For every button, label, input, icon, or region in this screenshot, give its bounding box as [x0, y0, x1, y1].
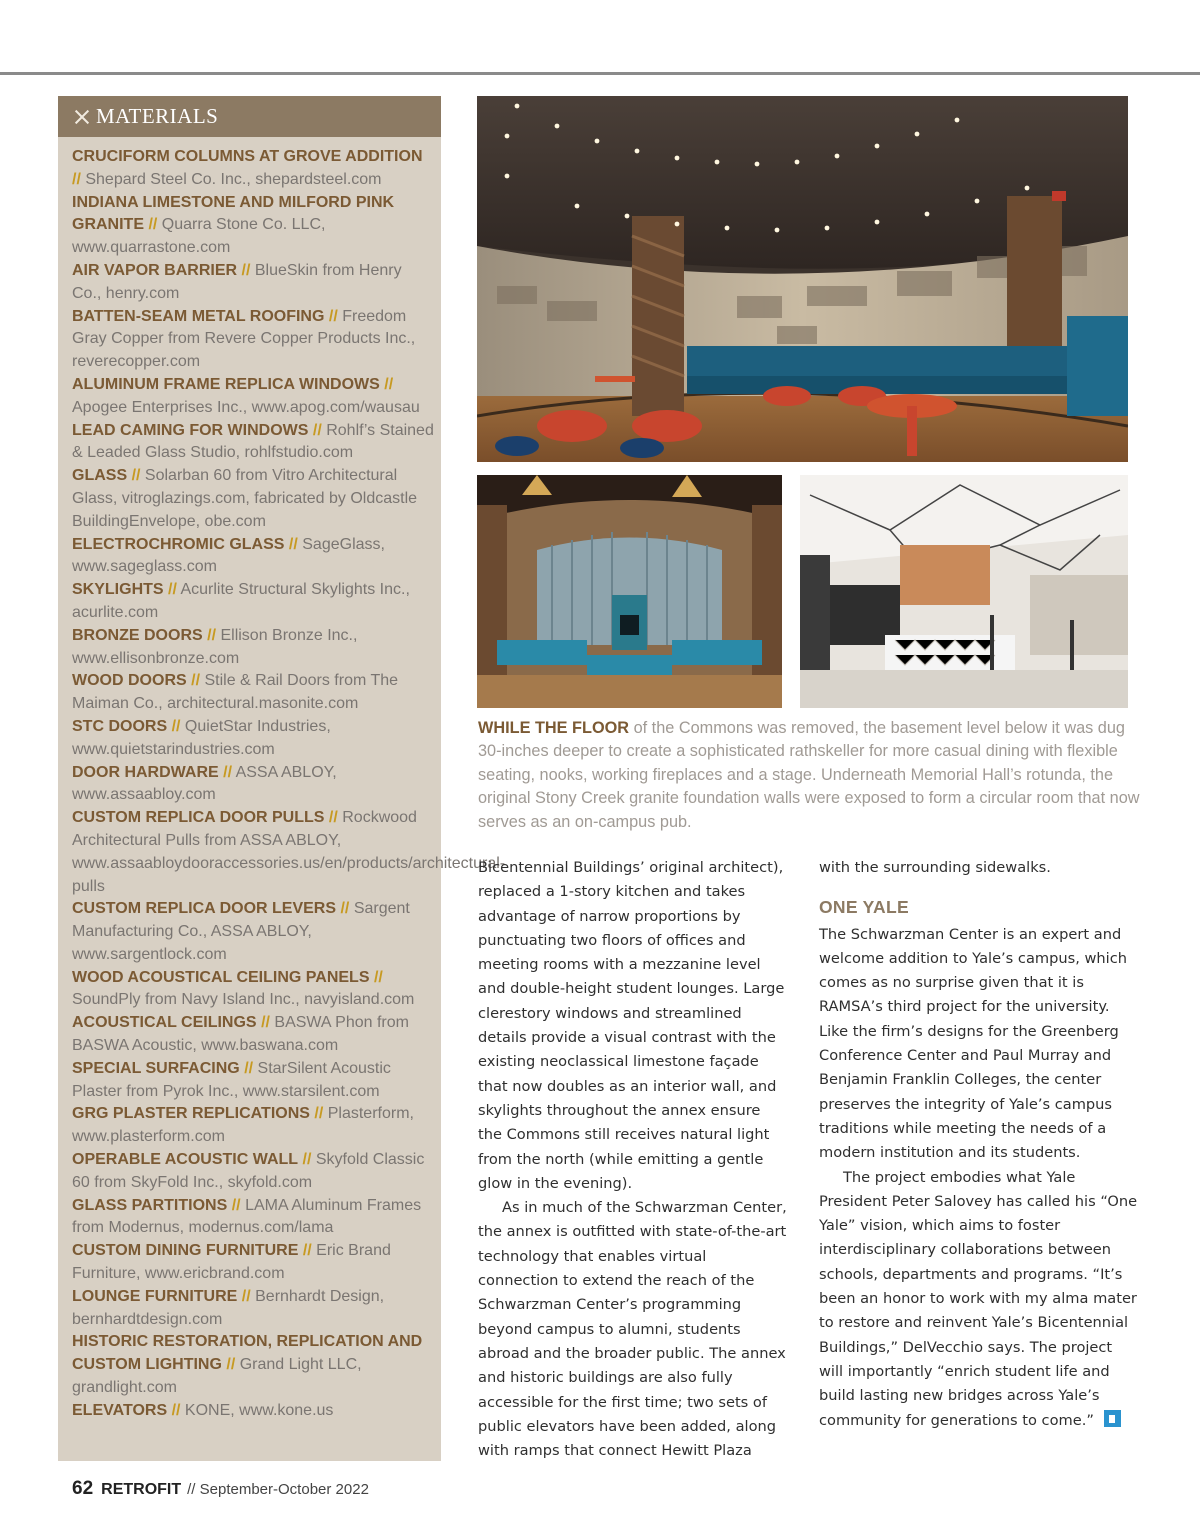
caption-lead: WHILE THE FLOOR [478, 719, 630, 737]
material-supplier: Acurlite Structural Skylights Inc., acurlite.com [72, 581, 410, 621]
material-separator: // [314, 1105, 324, 1123]
material-separator: // [241, 1287, 251, 1305]
material-entry [72, 1149, 435, 1195]
material-entry [72, 260, 435, 306]
material-name: ALUMINUM FRAME REPLICA WINDOWS [72, 375, 380, 393]
material-entry [72, 534, 435, 580]
page-number: 62 [72, 1478, 94, 1499]
material-entry [72, 1400, 435, 1423]
material-entry [72, 1286, 435, 1332]
material-separator: // [312, 421, 322, 439]
material-entry [72, 374, 435, 420]
material-name: BATTEN-SEAM METAL ROOFING [72, 307, 325, 325]
material-supplier: SageGlass, www.sageglass.com [72, 535, 385, 576]
material-entry [72, 898, 435, 966]
material-name: HISTORIC RESTORATION, REPLICATION AND CUSTOM LIGHTING [72, 1333, 423, 1374]
material-separator: // [72, 170, 81, 188]
material-entry [72, 1195, 435, 1241]
article-paragraph [819, 1166, 1139, 1433]
sidebar-header [58, 96, 441, 137]
material-separator: // [241, 261, 251, 279]
material-entry [72, 1331, 435, 1399]
material-separator: // [171, 717, 181, 735]
material-entry [72, 762, 435, 808]
material-supplier: Sargent Manufacturing Co., ASSA ABLOY, www.sargentlock.com [72, 900, 410, 963]
material-separator: // [302, 1151, 312, 1169]
material-separator: // [223, 763, 233, 781]
material-separator: // [168, 581, 177, 599]
material-separator: // [207, 626, 217, 644]
material-supplier: Quarra Stone Co. LLC, www.quarrastone.com [72, 216, 326, 257]
material-entry [72, 579, 435, 625]
material-separator: // [302, 1242, 312, 1260]
materials-sidebar [58, 96, 506, 1461]
material-entry [72, 670, 435, 716]
material-entry [72, 1240, 435, 1286]
material-name: LOUNGE FURNITURE [72, 1287, 238, 1305]
material-supplier: SoundPly from Navy Island Inc., navyisland.com [72, 991, 415, 1009]
material-separator: // [244, 1059, 254, 1077]
material-supplier: Bernhardt Design, bernhardtdesign.com [72, 1287, 385, 1328]
material-name: SKYLIGHTS [72, 581, 164, 599]
material-supplier: BlueSkin from Henry Co., henry.com [72, 261, 402, 302]
material-supplier: Rockwood Architectural Pulls from ASSA ABLOY, www.assaabloydooraccessories.us/en/products/architectural-pulls [72, 809, 506, 895]
material-name: CRUCIFORM COLUMNS AT GROVE ADDITION [72, 148, 423, 165]
material-supplier: Rohlf’s Stained & Leaded Glass Studio, rohlfstudio.com [72, 421, 434, 462]
article-column-1 [478, 856, 788, 1463]
material-entry [72, 1012, 435, 1058]
material-separator: // [226, 1356, 236, 1374]
pub-rotunda-photo [477, 96, 1128, 462]
article-column-2 [819, 856, 1139, 1433]
material-supplier: Stile & Rail Doors from The Maiman Co., architectural.masonite.com [72, 672, 399, 713]
material-entry [72, 716, 435, 762]
material-supplier: KONE, www.kone.us [184, 1401, 334, 1419]
material-name: GLASS [72, 467, 128, 485]
material-supplier: Grand Light LLC, grandlight.com [72, 1356, 362, 1397]
magazine-name: RETROFIT [101, 1481, 182, 1498]
material-supplier: Apogee Enterprises Inc., www.apog.com/wausau [72, 398, 420, 416]
material-supplier: Plasterform, www.plasterform.com [72, 1105, 414, 1146]
material-supplier: Freedom Gray Copper from Revere Copper Products Inc., reverecopper.com [72, 307, 416, 371]
material-name: CUSTOM REPLICA DOOR PULLS [72, 809, 325, 827]
material-entry [72, 465, 435, 533]
material-separator: // [288, 535, 298, 553]
issue-date: // September-October 2022 [187, 1481, 369, 1498]
material-name: OPERABLE ACOUSTIC WALL [72, 1151, 299, 1169]
material-supplier: Skyfold Classic 60 from SkyFold Inc., skyfold.com [72, 1151, 425, 1191]
material-name: LEAD CAMING FOR WINDOWS [72, 421, 309, 439]
material-entry [72, 1103, 435, 1149]
dining-servery-photo [800, 475, 1128, 708]
material-separator: // [384, 375, 394, 393]
material-separator: // [148, 216, 158, 234]
article-paragraph: Bicentennial Buildings’ original architect), replaced a 1-story kitchen and takes advantage of narrow proportions by punctuating two floors of offices and meeting rooms with a mezzanine level and double-height student lounges. Large clerestory windows and streamlined details provide a visual contrast with the existing neoclassical limestone façade that now doubles as an interior wall, and skylights throughout the annex ensure the Commons still receives natural light from the north (while emitting a gentle glow in the evening). [478, 859, 785, 1192]
material-entry [72, 807, 506, 898]
material-entry [72, 625, 435, 671]
material-supplier: Ellison Bronze Inc., www.ellisonbronze.com [72, 626, 358, 667]
caption-text: of the Commons was removed, the basement level below it was dug 30-inches deeper to create a sophisticated rathskeller for more casual dining with flexible seating, nooks, working fireplaces and a stage. Underneath Memorial Hall’s rotunda, the original Stony Creek granite foundation walls were exposed to form a circular room that now serves as an on-campus pub. [478, 719, 1140, 831]
material-name: ELEVATORS [72, 1401, 168, 1419]
article-paragraph: The Schwarzman Center is an expert and welcome addition to Yale’s campus, which comes as no surprise given that it is RAMSA’s third project for the university. Like the firm’s designs for the Greenberg Conference Center and Paul Murray and Benjamin Franklin Colleges, the center preserves the integrity of Yale’s campus traditions while meeting the needs of a modern institution and its students. [819, 925, 1128, 1162]
material-supplier: Shepard Steel Co. Inc., shepardsteel.com [85, 170, 382, 188]
material-separator: // [231, 1196, 241, 1214]
material-entry [72, 420, 435, 466]
sidebar-title: MATERIALS [96, 104, 219, 128]
material-separator: // [261, 1014, 270, 1032]
material-name: SPECIAL SURFACING [72, 1059, 240, 1077]
materials-list [58, 137, 506, 1423]
material-name: DOOR HARDWARE [72, 763, 219, 781]
material-name: GRG PLASTER REPLICATIONS [72, 1105, 310, 1123]
material-entry [72, 1058, 435, 1104]
material-name: ACOUSTICAL CEILINGS [72, 1014, 257, 1032]
fireplace-lounge-photo [477, 475, 782, 708]
material-entry [72, 146, 435, 192]
material-supplier: LAMA Aluminum Frames from Modernus, modernus.com/lama [72, 1196, 422, 1237]
article-paragraph: As in much of the Schwarzman Center, the annex is outfitted with state-of-the-art technology that enables virtual connection to extend the reach of the Schwarzman Center’s programming beyond campus to alumni, students abroad and the broader public. The annex and historic buildings are also fully accessible for the first time; two sets of public elevators have been added, along with ramps that connect Hewitt Plaza [478, 1199, 787, 1460]
material-supplier: Solarban 60 from Vitro Architectural Glass, vitroglazings.com, fabricated by Oldcastle BuildingEnvelope, obe.com [72, 467, 418, 530]
material-supplier: Eric Brand Furniture, www.ericbrand.com [72, 1242, 391, 1283]
article-paragraph: with the surrounding sidewalks. [819, 859, 1051, 876]
material-entry [72, 192, 435, 260]
material-entry [72, 306, 435, 374]
article-final-text: The project embodies what Yale President Peter Salovey has called his “One Yale” vision, which aims to foster interdisciplinary collaborations between schools, departments and programs. “It’s been an honor to work with my alma mater to restore and reinvent Yale’s Bicentennial Buildings,” DelVecchio says. The project will importantly “enrich student life and build lasting new bridges across Yale’s community for generations to come.” [819, 1168, 1138, 1429]
material-name: BRONZE DOORS [72, 626, 203, 644]
material-separator: // [328, 307, 338, 325]
section-subhead: ONE YALE [819, 897, 909, 918]
material-separator: // [191, 672, 201, 690]
top-rule [0, 72, 1200, 75]
material-separator: // [131, 467, 141, 485]
material-name: INDIANA LIMESTONE AND MILFORD PINK GRANITE [72, 193, 395, 234]
material-separator: // [373, 968, 383, 986]
page-footer [72, 1478, 369, 1500]
material-supplier: ASSA ABLOY, www.assaabloy.com [72, 763, 337, 804]
material-name: AIR VAPOR BARRIER [72, 261, 238, 279]
material-separator: // [171, 1401, 181, 1419]
material-supplier: StarSilent Acoustic Plaster from Pyrok Inc., www.starsilent.com [72, 1059, 391, 1100]
cross-ornament-icon [74, 109, 90, 125]
material-entry [72, 967, 435, 1013]
material-name: GLASS PARTITIONS [72, 1196, 228, 1214]
material-name: WOOD ACOUSTICAL CEILING PANELS [72, 968, 370, 986]
material-name: STC DOORS [72, 717, 168, 735]
end-of-article-icon [1104, 1410, 1121, 1427]
material-name: CUSTOM DINING FURNITURE [72, 1242, 299, 1260]
material-name: ELECTROCHROMIC GLASS [72, 535, 285, 553]
material-name: CUSTOM REPLICA DOOR LEVERS [72, 900, 337, 918]
material-supplier: BASWA Phon from BASWA Acoustic, www.baswana.com [72, 1014, 409, 1055]
material-name: WOOD DOORS [72, 672, 187, 690]
material-separator: // [340, 900, 350, 918]
material-separator: // [328, 809, 338, 827]
photo-caption [478, 717, 1148, 834]
material-supplier: QuietStar Industries, www.quietstarindustries.com [72, 717, 331, 758]
